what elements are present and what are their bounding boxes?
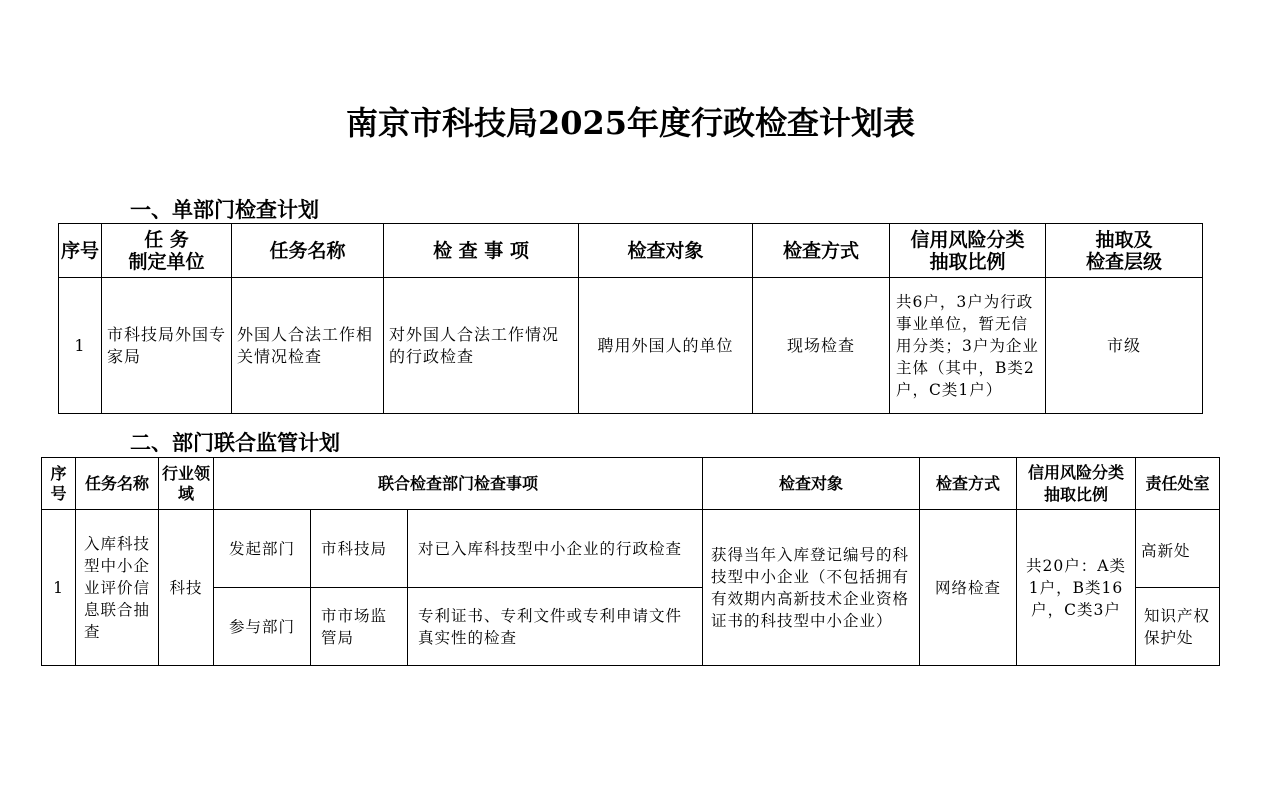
page-title: 南京市科技局2025年度行政检查计划表 xyxy=(345,104,916,142)
cell-target: 聘用外国人的单位 xyxy=(579,278,753,414)
header-task-name: 任务名称 xyxy=(232,224,384,278)
cell-seq: 1 xyxy=(42,510,76,666)
cell-office-secondary: 知识产权保护处 xyxy=(1136,588,1220,666)
header-target: 检查对象 xyxy=(703,458,920,510)
header-target: 检查对象 xyxy=(579,224,753,278)
table-row xyxy=(59,278,1203,414)
cell-initiator-dept: 市科技局 xyxy=(311,510,408,588)
cell-initiator-item: 对已入库科技型中小企业的行政检查 xyxy=(408,510,703,588)
cell-task-name: 外国人合法工作相关情况检查 xyxy=(232,278,384,414)
cell-task-name: 入库科技型中小企业评价信息联合抽查 xyxy=(76,510,159,666)
header-unit: 任 务 制定单位 xyxy=(102,224,232,278)
header-field: 行业领域 xyxy=(159,458,214,510)
table-header-row xyxy=(42,458,1220,510)
cell-initiator-label: 发起部门 xyxy=(214,510,311,588)
section-heading-single-dept: 一、单部门检查计划 xyxy=(130,198,319,222)
cell-participant-item: 专利证书、专利文件或专利申请文件真实性的检查 xyxy=(408,588,703,666)
header-joint-items: 联合检查部门检查事项 xyxy=(214,458,703,510)
cell-items: 对外国人合法工作情况的行政检查 xyxy=(384,278,579,414)
section-heading-joint: 二、部门联合监管计划 xyxy=(130,431,340,455)
cell-level: 市级 xyxy=(1046,278,1203,414)
table-row xyxy=(42,510,1220,588)
table-header-row xyxy=(59,224,1203,278)
cell-target: 获得当年入库登记编号的科技型中小企业（不包括拥有有效期内高新技术企业资格证书的科技型中小企业） xyxy=(703,510,920,666)
cell-ratio: 共20户：A类1户，B类16户，C类3户 xyxy=(1017,510,1136,666)
header-task-name: 任务名称 xyxy=(76,458,159,510)
joint-supervision-table xyxy=(41,457,1220,666)
cell-ratio: 共6户，3户为行政事业单位，暂无信用分类；3户为企业主体（其中，B类2户，C类1户） xyxy=(890,278,1046,414)
cell-method: 现场检查 xyxy=(753,278,890,414)
header-seq: 序号 xyxy=(59,224,102,278)
cell-seq: 1 xyxy=(59,278,102,414)
cell-office-primary: 高新处 xyxy=(1136,510,1220,588)
header-ratio: 信用风险分类 抽取比例 xyxy=(890,224,1046,278)
header-office: 责任处室 xyxy=(1136,458,1220,510)
cell-method: 网络检查 xyxy=(920,510,1017,666)
single-dept-plan-table xyxy=(58,223,1203,414)
header-method: 检查方式 xyxy=(753,224,890,278)
header-ratio: 信用风险分类 抽取比例 xyxy=(1017,458,1136,510)
header-items: 检 查 事 项 xyxy=(384,224,579,278)
cell-field: 科技 xyxy=(159,510,214,666)
cell-unit: 市科技局外国专家局 xyxy=(102,278,232,414)
header-method: 检查方式 xyxy=(920,458,1017,510)
header-level: 抽取及 检查层级 xyxy=(1046,224,1203,278)
header-seq: 序号 xyxy=(42,458,76,510)
cell-participant-dept: 市市场监管局 xyxy=(311,588,408,666)
cell-participant-label: 参与部门 xyxy=(214,588,311,666)
